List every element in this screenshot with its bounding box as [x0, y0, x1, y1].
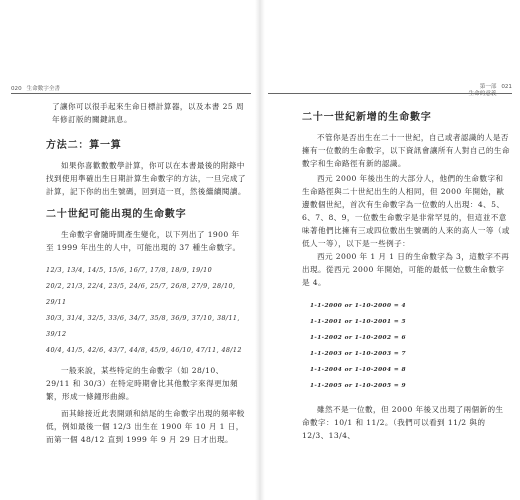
left-page: [0, 0, 258, 500]
left-page-text: [46, 100, 246, 446]
birth-number-row: 30/3, 31/4, 32/5, 33/6, 34/7, 35/8, 36/9, 37/10, 38/11, 39/12: [46, 314, 240, 338]
birthdate-equation: 1-1-2000 or 1-10-2000 = 4: [310, 303, 406, 309]
right-running-header: [469, 84, 512, 98]
paragraph-single-digit-intro: 不管你是否出生在二十一世紀，自己或者認識的人是否擁有一位數的生命數字，以下資訊會讓所有人對自己的生命數字和生命路徑有新的認識。: [302, 133, 510, 168]
birthdate-equation: 1-1-2001 or 1-10-2001 = 5: [310, 319, 406, 325]
birth-number-list: [46, 262, 246, 358]
left-book-title: 生命數字全書: [26, 86, 61, 92]
right-page-number: 021: [501, 84, 512, 90]
birthdate-equation-list: [302, 298, 510, 394]
birth-number-row: 20/2, 21/3, 22/4, 23/5, 24/6, 25/7, 26/8, 27/9, 28/10, 29/11: [46, 282, 236, 306]
intro-paragraph: 了讓你可以很手起來生命日標計算器，以及本書 25 周年修訂版的關鍵訊息。: [52, 102, 244, 124]
right-page-text: [302, 111, 510, 442]
chapter-number: 第一部: [479, 84, 497, 90]
frequency-paragraph: 而其餘接近此表開頭和結尾的生命數字出現的頻率較低，例如最後一個 12/3 出生在 1900 年 10 月 1 日，而第一個 48/12 直到 1999 年 9 月 29 日才出現。: [46, 409, 245, 444]
left-running-header: [11, 84, 60, 92]
chapter-label: [469, 84, 497, 98]
section-heading-20th-century: 二十世紀可能出現的生命數字: [46, 209, 187, 220]
paragraph-single-digit-explain: 西元 2000 年後出生的大部分人，他們的生命數字和生命路徑與二十世紀出生的人相同，但 2000 年開始，歐邊數個世紀，首次有生命數字為一位數的人出現：4、5、6、7、8、9，一位數生命數字是非常罕見的，但這並不意味著他們比擁有三或四位數出生號碼的人來的高人一等（或低人一等），以下是一些例子：: [302, 174, 510, 248]
bell-curve-paragraph: 一般來說，某些特定的生命數字（如 28/10、29/11 和 30/3）在特定時期會比其他數字來得更加頻繁，形成一條鐘形曲線。: [46, 366, 239, 401]
left-header-rule: [11, 93, 251, 94]
section-paragraph-method-two: 如果你喜歡數數學計算，你可以在本書最後的附錄中找到使用準確出生日期計算生命數字的方法，一旦完成了計算，記下你的出生號碼，回到這一頁，然後繼續閱讀。: [46, 161, 246, 196]
birthdate-equation: 1-1-2003 or 1-10-2003 = 7: [310, 351, 406, 357]
birthdate-equation: 1-1-2002 or 1-10-2002 = 6: [310, 335, 406, 341]
birthdate-equation: 1-1-2005 or 1-10-2005 = 9: [310, 383, 406, 389]
birthdate-equation: 1-1-2004 or 1-10-2004 = 8: [310, 367, 406, 373]
right-page: [262, 0, 520, 500]
paragraph-new-numbers: 雖然不是一位數，但 2000 年後又出現了兩個新的生命數字：10/1 和 11/2。（我們可以看到 11/2 與的 12/3、13/4、: [302, 405, 504, 440]
chapter-title: 生命的意義: [468, 91, 497, 97]
paragraph-lowest-number: 西元 2000 年 1 月 1 日的生命數字為 3，這數字不再出現。從西元 2000 年開始，可能的最低一位數生命數字是 4。: [302, 252, 510, 287]
section-paragraph-20th-century: 生命數字會隨時間產生變化，以下列出了 1900 年至 1999 年出生的人中，可能出現的 37 種生命數字。: [46, 230, 241, 252]
right-header-rule: [268, 93, 512, 94]
section-heading-21st-century: 二十一世紀新增的生命數字: [302, 112, 432, 123]
birth-number-row: 12/3, 13/4, 14/5, 15/6, 16/7, 17/8, 18/9, 19/10: [46, 266, 213, 274]
birth-number-row: 40/4, 41/5, 42/6, 43/7, 44/8, 45/9, 46/10, 47/11, 48/12: [46, 346, 242, 354]
left-page-number: 020: [11, 86, 22, 92]
section-heading-method-two: 方法二：算一算: [46, 140, 122, 151]
